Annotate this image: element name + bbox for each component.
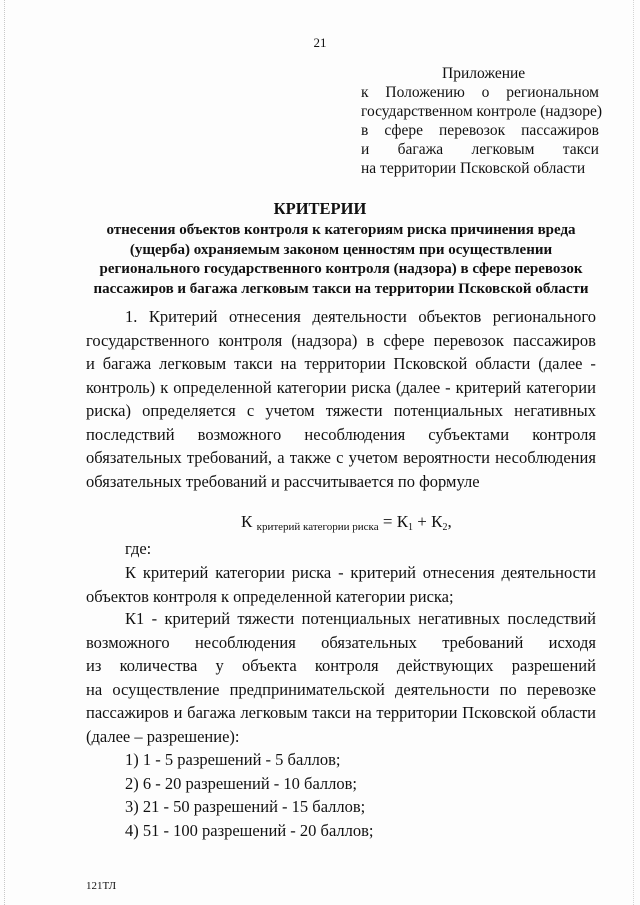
permit-score-list [125,748,374,842]
list-item: 4) 51 - 100 разрешений - 20 баллов; [125,820,374,840]
paragraph-line: К1 - критерий тяжести потенциальных негативных последствий [125,609,596,628]
paragraph-line: государственного контроля (надзора) в сфере перевозок пассажиров [86,330,596,350]
appendix-word: такси [562,141,599,158]
appendix-line [361,140,599,159]
paragraph-line: последствий возможного несоблюдения субъектами контроля [86,424,596,444]
document-title: КРИТЕРИИ [273,199,367,218]
formula-k: К [241,512,253,531]
paragraph-line: К критерий категории риска - критерий отнесения деятельности [125,563,596,582]
appendix-word: перевозок [439,122,506,139]
page-number: 21 [313,35,327,50]
footer-code: 121ТЛ [86,880,117,892]
appendix-reference [361,83,603,178]
subtitle-line: регионального государственного контроля (надзора) в сфере перевозок [99,261,583,277]
formula-plus: + [417,512,427,531]
paragraph-1 [86,305,596,493]
appendix-word: о [481,84,490,101]
subtitle-line: отнесения объектов контроля к категориям риска причинения вреда [106,222,576,238]
appendix-line: на территории Псковской области [361,160,586,177]
scan-left-edge [4,0,5,905]
appendix-word: региональном [506,84,599,101]
appendix-title: Приложение [442,65,526,82]
appendix-word: сфере [384,122,423,139]
appendix-line [361,83,599,102]
subtitle-line: пассажиров и багажа легковым такси на территории Псковской области [93,280,589,297]
appendix-word: и [361,141,370,158]
list-item: 3) 21 - 50 разрешений - 15 баллов; [125,797,366,816]
formula-equals: = [382,512,393,531]
paragraph-line: 1. Критерий отнесения деятельности объектов регионального [125,307,596,326]
appendix-word: легковым [471,141,535,158]
paragraph-line: из количества у объекта контроля действующих разрешений [86,656,596,675]
formula-k1: К [396,512,409,531]
document-subtitle [86,221,596,299]
appendix-line: государственном контроле (надзоре) [361,103,603,120]
where-label [125,537,596,561]
where-text: где: [125,539,152,558]
paragraph-line: обязательных требований, а также с учетом вероятности несоблюдения [86,448,596,467]
appendix-word: в [361,122,369,139]
list-item: 1) 1 - 5 разрешений - 5 баллов; [125,750,341,769]
formula-k2: К [431,512,443,531]
paragraph-line: на осуществление предпринимательской деятельности по перевозке [86,679,596,699]
paragraph-line: обязательных требований и рассчитывается по формуле [86,471,480,491]
appendix-word: пассажиров [521,122,599,139]
definition-k1 [86,607,596,748]
paragraph-line: пассажиров и багажа легковым такси на территории Псковской области [86,703,596,722]
paragraph-line: риска) определяется с учетом тяжести потенциальных негативных [86,401,596,420]
appendix-line [361,121,599,140]
formula-k1-subscript: 1 [408,522,414,533]
paragraph-line: возможного несоблюдения обязательных требований исходя [86,632,596,652]
appendix-word: к [361,84,369,101]
appendix-word: Положению [385,84,465,101]
paragraph-line: (далее – разрешение): [86,726,240,746]
definition-k [86,561,596,608]
formula-k-subscript: критерий категории риска [256,521,379,533]
subtitle-line: (ущерба) охраняемым законом ценностям при осуществлении [129,241,553,258]
formula-k2-subscript: 2 [442,522,448,533]
formula-tail: , [447,512,452,531]
risk-formula [241,512,452,533]
scan-right-edge [633,0,634,905]
list-item: 2) 6 - 20 разрешений - 10 баллов; [125,773,357,793]
paragraph-line: контроль) к определенной категории риска (далее - критерий категории [86,377,596,397]
paragraph-line: и багажа легковым такси на территории Псковской области (далее - [86,354,596,373]
paragraph-line: объектов контроля к определенной категории риска; [86,586,454,606]
appendix-word: багажа [397,141,444,158]
